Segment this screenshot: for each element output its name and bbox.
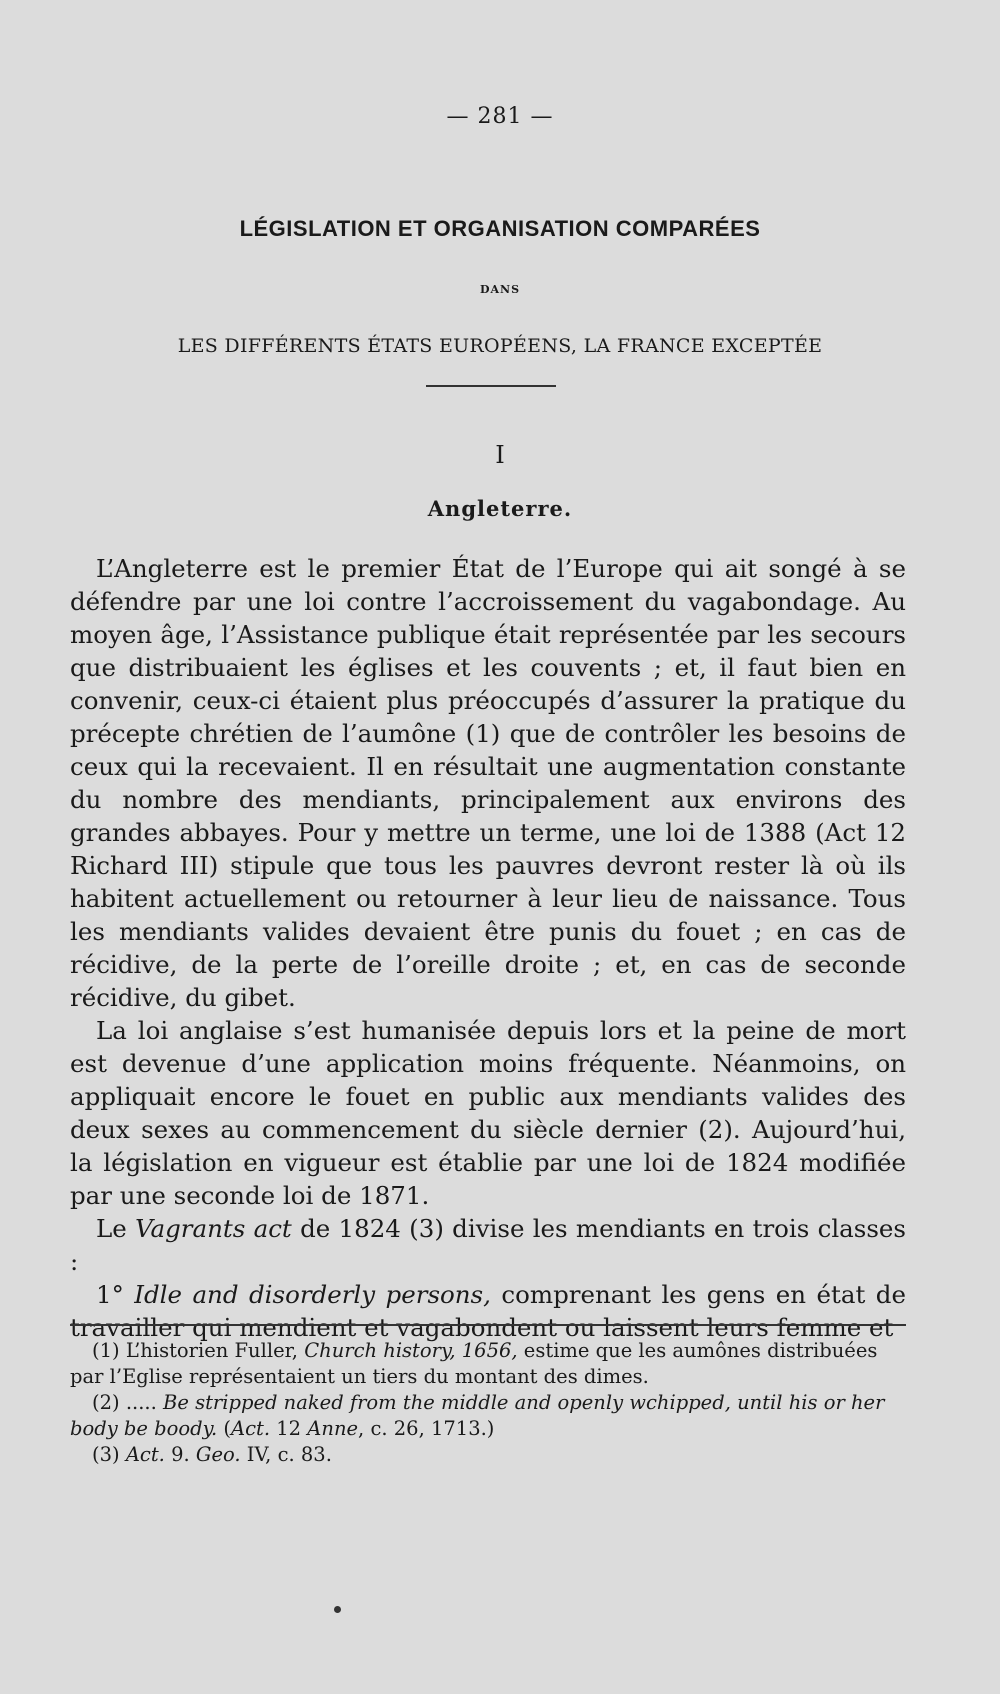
paragraph-1: L’Angleterre est le premier État de l’Europe qui ait songé à se défendre par une loi contre l’accroissement du vagabondage. Au moyen âge, l’Assistance publique était représentée par les secours que distribuaient les églises et les couvents ; et, il faut bien en convenir, ceux-ci étaient plus préoccupés d’assurer la pratique du précepte chrétien de l’aumône (1) que de contrôler les besoins de ceux qui la recevaient. Il en résultait une augmentation constante du nombre des mendiants, principalement aux environs des grandes abbayes. Pour y mettre un terme, une loi de 1388 (Act 12 Richard III) stipule que tous les pauvres devront rester là où ils habitent actuellement ou retourner à leur lieu de naissance. Tous les mendiants valides devaient être punis du fouet ; en cas de récidive, de la perte de l’oreille droite ; et, en cas de seconde récidive, du gibet. (70, 554, 906, 1012)
footnote-3-text: (3) (92, 1443, 126, 1466)
paragraph-2: La loi anglaise s’est humanisée depuis lors et la peine de mort est devenue d’une application moins fréquente. Néanmoins, on appliquait encore le fouet en public aux mendiants valides des deux sexes au commencement du siècle dernier (2). Aujourd’hui, la législation en vigueur est établie par une loi de 1824 modifiée par une seconde loi de 1871. (70, 1016, 906, 1210)
paragraph-4-text: 1° (96, 1280, 135, 1309)
paragraph-3-text-end: de 1824 (3) divise les mendiants en trois classes : (70, 1214, 906, 1276)
footnote-2-text-end: , c. 26, 1713.) (358, 1417, 495, 1440)
footnote-divider (70, 1324, 906, 1326)
paragraph-4 (70, 1278, 906, 1344)
section-numeral: I (495, 441, 505, 469)
footnote-1-text-end: estime que les aumônes distribuées par l’Eglise représentaient un tiers du montant des dimes. (70, 1339, 878, 1388)
section-title: Angleterre. (427, 496, 573, 521)
footnote-1-text: (1) L’historien Fuller, (92, 1339, 305, 1362)
footnote-2-text-mid: ( (217, 1417, 232, 1440)
footnote-2-text-mid2: 12 (270, 1417, 308, 1440)
page-number: — 281 — (446, 104, 554, 129)
paragraph-3-emphasis: Vagrants act (135, 1214, 292, 1243)
ink-dot (334, 1606, 341, 1613)
title-connector: DANS (479, 283, 521, 296)
paragraph-4-emphasis: Idle and disorderly persons, (134, 1280, 491, 1309)
footnote-3-emphasis: Act. (125, 1443, 165, 1466)
footnote-1 (70, 1338, 906, 1390)
chapter-subtitle: LES DIFFÉRENTS ÉTATS EUROPÉENS, LA FRANCE EXCEPTÉE (177, 335, 823, 357)
footnote-2-emphasis-act: Act. (231, 1417, 271, 1440)
footnote-2-emphasis-anne: Anne (307, 1417, 359, 1440)
chapter-title: LÉGISLATION ET ORGANISATION COMPARÉES (239, 216, 761, 241)
body-text (70, 552, 906, 1344)
title-divider (426, 385, 556, 387)
footnote-2 (70, 1390, 906, 1442)
footnote-3-text-mid: 9. (164, 1443, 196, 1466)
footnote-1-emphasis: Church history, 1656, (304, 1339, 518, 1362)
paragraph-4-text-end: comprenant les gens en état de travailler qui mendient et vagabondent ou laissent leurs femme et (70, 1280, 906, 1342)
footnote-2-emphasis: Be stripped naked from the middle and openly wchipped, until his or her body be boody. (70, 1391, 885, 1440)
paragraph-3-text: Le (96, 1214, 136, 1243)
paragraph-3 (70, 1212, 906, 1278)
footnote-3-text-end: IV, c. 83. (240, 1443, 332, 1466)
footnote-2-text: (2) ..... (92, 1391, 164, 1414)
footnotes (70, 1338, 906, 1468)
footnote-3-emphasis-geo: Geo. (195, 1443, 241, 1466)
footnote-3 (70, 1442, 906, 1468)
